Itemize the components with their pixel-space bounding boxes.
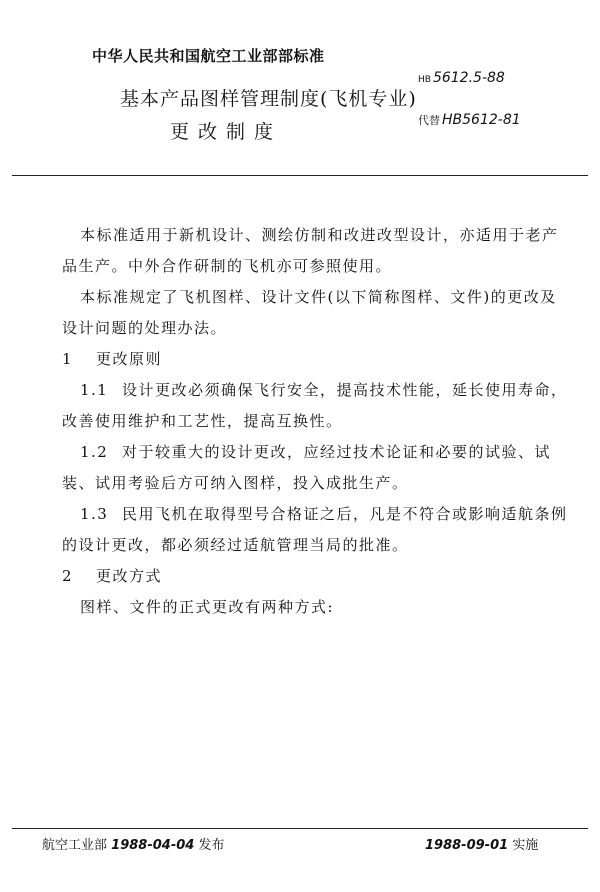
- section-1-heading: [62, 344, 572, 375]
- clause-1-1-text: 设计更改必须确保飞行安全，提高技术性能，延长使用寿命，改善使用维护和工艺性，提高互换性。: [62, 381, 568, 430]
- issuer-title: 中华人民共和国航空工业部部标准: [92, 47, 325, 65]
- section-2-paragraph: 图样、文件的正式更改有两种方式:: [80, 598, 335, 616]
- section-2-title: 更改方式: [96, 567, 163, 585]
- issue-info: [42, 834, 224, 853]
- section-2-heading: [62, 561, 572, 592]
- section-1-title: 更改原则: [96, 350, 163, 368]
- clause-1-3-number: 1.3: [80, 505, 109, 523]
- document-body: [62, 220, 572, 623]
- standard-title: 基本产品图样管理制度(飞机专业): [120, 88, 417, 110]
- standard-code-number: 5612.5-88: [432, 70, 505, 86]
- section-2-number: 2: [62, 567, 74, 585]
- effective-info: [425, 834, 538, 853]
- standard-code-prefix: HB: [418, 75, 431, 85]
- footer-divider: [12, 828, 588, 829]
- clause-1-3: [62, 499, 572, 561]
- header-divider: [12, 175, 588, 176]
- standard-code: [418, 70, 505, 86]
- replaces-number: HB5612-81: [442, 112, 521, 128]
- clause-1-2: [62, 437, 572, 499]
- replaces-prefix: 代替: [418, 114, 440, 127]
- replaces-code: [418, 112, 521, 128]
- intro-paragraph-1: 本标准适用于新机设计、测绘仿制和改进改型设计，亦适用于老产品生产。中外合作研制的飞机亦可参照使用。: [62, 226, 559, 275]
- clause-1-2-text: 对于较重大的设计更改，应经过技术论证和必要的试验、试装、试用考验后方可纳入图样，投入成批生产。: [62, 443, 552, 492]
- section-1-number: 1: [62, 350, 74, 368]
- clause-1-2-number: 1.2: [80, 443, 109, 461]
- clause-1-3-text: 民用飞机在取得型号合格证之后，凡是不符合或影响适航条例的设计更改，都必须经过适航管理当局的批准。: [62, 505, 568, 554]
- intro-paragraph-2: 本标准规定了飞机图样、设计文件(以下简称图样、文件)的更改及设计问题的处理办法。: [62, 288, 557, 337]
- standard-subtitle: 更改制度: [170, 121, 283, 143]
- issue-date: 1988-04-04: [111, 838, 195, 853]
- clause-1-1: [62, 375, 572, 437]
- issuing-authority: 航空工业部: [42, 838, 108, 853]
- effective-label: 实施: [512, 838, 539, 853]
- issue-label: 发布: [198, 838, 225, 853]
- clause-1-1-number: 1.1: [80, 381, 109, 399]
- effective-date: 1988-09-01: [425, 838, 509, 853]
